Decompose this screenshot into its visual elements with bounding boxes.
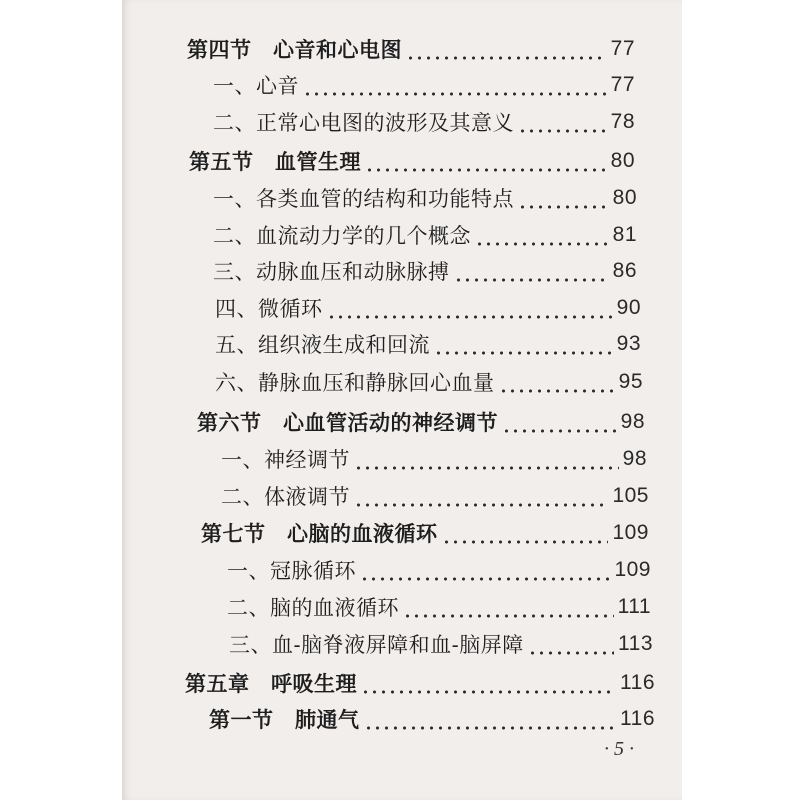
toc-entry — [213, 105, 635, 139]
toc-entry — [215, 291, 641, 325]
toc-entry — [189, 144, 635, 178]
toc-entry — [185, 666, 655, 700]
toc-entry — [201, 516, 649, 550]
toc-entry-page: 111 — [617, 595, 651, 618]
dot-leader — [354, 479, 608, 513]
page-number: · 5 · — [604, 738, 634, 760]
toc-entry-page: 105 — [612, 484, 649, 507]
toc-entry — [215, 365, 643, 399]
toc-entry-title: 第五节 血管生理 — [189, 150, 361, 174]
toc-entry-title: 第五章 呼吸生理 — [185, 672, 357, 696]
toc-entry-title: 六、静脉血压和静脉回心血量 — [215, 371, 495, 395]
toc-entry-page: 78 — [610, 110, 635, 133]
toc-entry-page: 116 — [620, 671, 655, 694]
toc-entry-title: 三、动脉血压和动脉脉搏 — [213, 260, 450, 284]
toc-entry-title: 一、冠脉循环 — [227, 559, 356, 583]
dot-leader — [361, 666, 616, 700]
toc-entry-title: 二、体液调节 — [221, 485, 350, 509]
dot-leader — [303, 68, 607, 102]
toc-entry-title: 三、血-脑脊液屏障和血-脑屏障 — [229, 633, 524, 657]
toc-entry — [229, 627, 653, 661]
toc-entry-title: 第六节 心血管活动的神经调节 — [197, 411, 498, 435]
dot-leader — [442, 516, 609, 550]
dot-leader — [499, 365, 615, 399]
toc-entry-page: 86 — [612, 259, 637, 282]
toc-entry — [213, 68, 635, 102]
toc-entry-title: 二、脑的血液循环 — [227, 596, 399, 620]
toc-entry-title: 一、各类血管的结构和功能特点 — [213, 187, 514, 211]
toc-entry-title: 第四节 心音和心电图 — [187, 38, 402, 62]
toc-entry-page: 113 — [618, 632, 653, 655]
dot-leader — [365, 144, 607, 178]
dot-leader — [518, 181, 609, 215]
toc-entry — [221, 442, 647, 476]
toc-entry-title: 第一节 肺通气 — [209, 708, 360, 732]
toc-entry — [187, 32, 635, 66]
dot-leader — [502, 405, 617, 439]
toc-entry-page: 109 — [614, 558, 651, 581]
dot-leader — [403, 590, 614, 624]
dot-leader — [528, 627, 614, 661]
toc-entry — [213, 181, 637, 215]
dot-leader — [475, 218, 609, 252]
toc-entry — [197, 405, 645, 439]
toc-entry-page: 109 — [612, 521, 649, 544]
toc-entry-title: 第七节 心脑的血液循环 — [201, 522, 438, 546]
toc-entry-title: 五、组织液生成和回流 — [215, 333, 430, 357]
toc-entry — [209, 702, 655, 736]
toc-entry-page: 80 — [612, 186, 637, 209]
toc-entry-title: 一、神经调节 — [221, 448, 350, 472]
toc-entry-page: 116 — [620, 707, 655, 730]
toc-entry-page: 77 — [610, 73, 635, 96]
toc-entry — [227, 553, 651, 587]
toc-entry — [213, 254, 637, 288]
dot-leader — [360, 553, 610, 587]
toc-entry-title: 二、正常心电图的波形及其意义 — [213, 111, 514, 135]
toc-entry-page: 98 — [620, 410, 645, 433]
toc-entry-page: 90 — [616, 296, 641, 319]
toc-entry — [215, 327, 641, 361]
toc-entry-title: 二、血流动力学的几个概念 — [213, 224, 471, 248]
toc-entry — [213, 218, 637, 252]
dot-leader — [406, 32, 607, 66]
toc-entry — [227, 590, 651, 624]
toc-entry-title: 四、微循环 — [215, 297, 323, 321]
dot-leader — [364, 702, 617, 736]
dot-leader — [354, 442, 619, 476]
dot-leader — [327, 291, 613, 325]
toc-entry-page: 95 — [618, 370, 643, 393]
dot-leader — [434, 327, 613, 361]
toc-entry-page: 81 — [612, 223, 637, 246]
dot-leader — [518, 105, 607, 139]
toc-entry — [221, 479, 649, 513]
toc-entry-page: 93 — [616, 332, 641, 355]
toc-entry-page: 77 — [610, 37, 635, 60]
toc-entry-page: 98 — [622, 447, 647, 470]
toc-entry-page: 80 — [610, 149, 635, 172]
toc-entry-title: 一、心音 — [213, 74, 299, 98]
dot-leader — [454, 254, 609, 288]
